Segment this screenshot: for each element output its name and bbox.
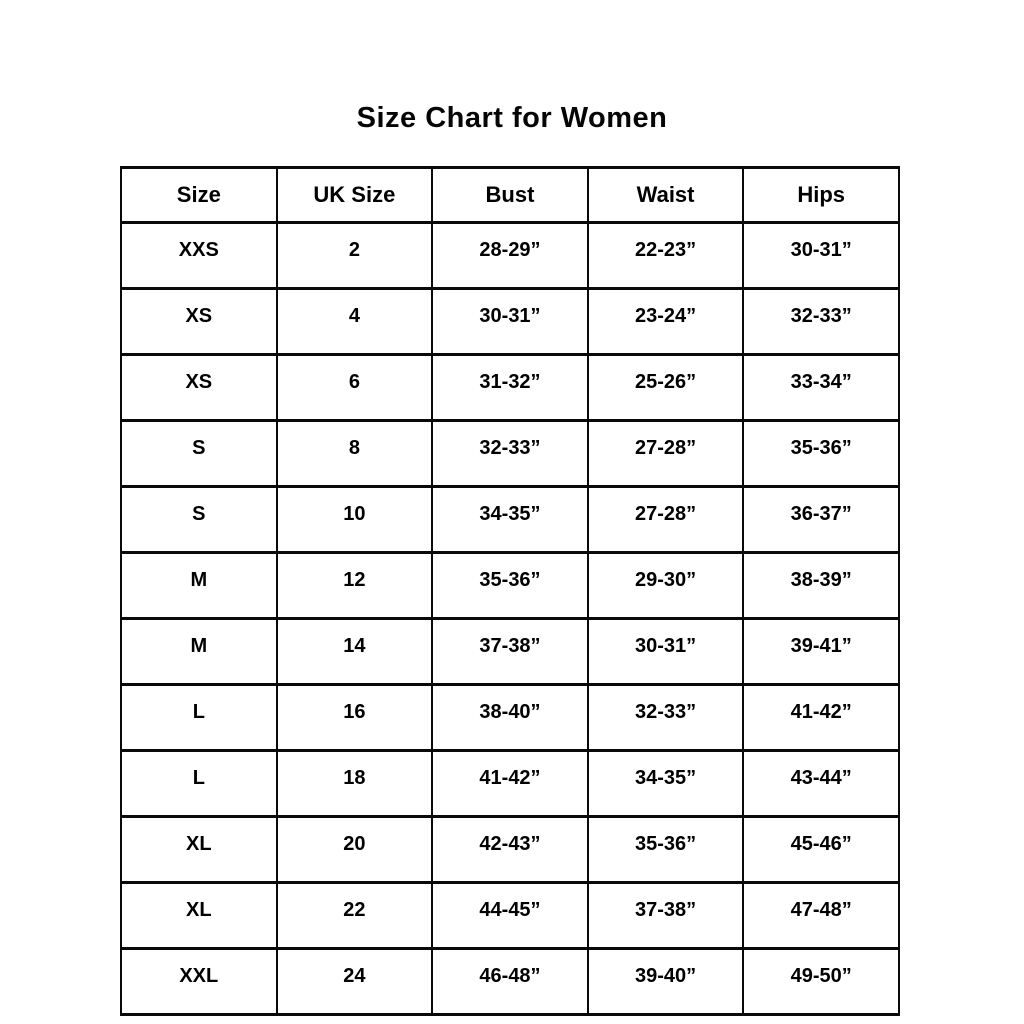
cell-waist: 37-38” — [588, 883, 744, 949]
cell-uk-size: 4 — [277, 289, 433, 355]
cell-uk-size: 10 — [277, 487, 433, 553]
cell-hips: 32-33” — [743, 289, 899, 355]
cell-uk-size: 12 — [277, 553, 433, 619]
cell-uk-size: 14 — [277, 619, 433, 685]
column-header-bust: Bust — [432, 168, 588, 223]
cell-waist: 22-23” — [588, 223, 744, 289]
cell-bust: 32-33” — [432, 421, 588, 487]
table-row — [121, 289, 899, 355]
cell-waist: 25-26” — [588, 355, 744, 421]
cell-bust: 35-36” — [432, 553, 588, 619]
cell-hips: 49-50” — [743, 949, 899, 1015]
table-row — [121, 685, 899, 751]
table-row — [121, 553, 899, 619]
cell-waist: 30-31” — [588, 619, 744, 685]
cell-size: XS — [121, 355, 277, 421]
column-header-size: Size — [121, 168, 277, 223]
cell-hips: 38-39” — [743, 553, 899, 619]
cell-size: M — [121, 553, 277, 619]
cell-uk-size: 16 — [277, 685, 433, 751]
cell-waist: 23-24” — [588, 289, 744, 355]
cell-waist: 34-35” — [588, 751, 744, 817]
cell-waist: 32-33” — [588, 685, 744, 751]
cell-uk-size: 6 — [277, 355, 433, 421]
size-chart-table — [120, 166, 900, 1016]
table-row — [121, 817, 899, 883]
cell-hips: 33-34” — [743, 355, 899, 421]
cell-hips: 45-46” — [743, 817, 899, 883]
column-header-waist: Waist — [588, 168, 744, 223]
table-row — [121, 223, 899, 289]
cell-bust: 42-43” — [432, 817, 588, 883]
cell-uk-size: 20 — [277, 817, 433, 883]
cell-size: XS — [121, 289, 277, 355]
cell-size: XL — [121, 883, 277, 949]
cell-bust: 37-38” — [432, 619, 588, 685]
cell-bust: 41-42” — [432, 751, 588, 817]
cell-bust: 31-32” — [432, 355, 588, 421]
cell-hips: 35-36” — [743, 421, 899, 487]
cell-waist: 27-28” — [588, 487, 744, 553]
page-title: Size Chart for Women — [356, 102, 668, 134]
cell-uk-size: 22 — [277, 883, 433, 949]
cell-hips: 39-41” — [743, 619, 899, 685]
cell-size: S — [121, 487, 277, 553]
cell-size: XL — [121, 817, 277, 883]
table-header-row — [121, 168, 899, 223]
table-row — [121, 355, 899, 421]
cell-bust: 38-40” — [432, 685, 588, 751]
cell-hips: 41-42” — [743, 685, 899, 751]
column-header-uk-size: UK Size — [277, 168, 433, 223]
cell-size: S — [121, 421, 277, 487]
cell-size: L — [121, 751, 277, 817]
cell-waist: 35-36” — [588, 817, 744, 883]
cell-uk-size: 8 — [277, 421, 433, 487]
cell-bust: 34-35” — [432, 487, 588, 553]
table-row — [121, 421, 899, 487]
cell-size: XXS — [121, 223, 277, 289]
cell-hips: 47-48” — [743, 883, 899, 949]
cell-size: XXL — [121, 949, 277, 1015]
cell-uk-size: 2 — [277, 223, 433, 289]
cell-bust: 44-45” — [432, 883, 588, 949]
cell-uk-size: 18 — [277, 751, 433, 817]
cell-hips: 36-37” — [743, 487, 899, 553]
table-row — [121, 619, 899, 685]
cell-bust: 46-48” — [432, 949, 588, 1015]
cell-waist: 29-30” — [588, 553, 744, 619]
table-row — [121, 883, 899, 949]
cell-size: M — [121, 619, 277, 685]
table-row — [121, 751, 899, 817]
cell-waist: 39-40” — [588, 949, 744, 1015]
cell-size: L — [121, 685, 277, 751]
cell-hips: 43-44” — [743, 751, 899, 817]
cell-hips: 30-31” — [743, 223, 899, 289]
column-header-hips: Hips — [743, 168, 899, 223]
cell-bust: 30-31” — [432, 289, 588, 355]
cell-waist: 27-28” — [588, 421, 744, 487]
cell-uk-size: 24 — [277, 949, 433, 1015]
table-row — [121, 487, 899, 553]
cell-bust: 28-29” — [432, 223, 588, 289]
table-row — [121, 949, 899, 1015]
